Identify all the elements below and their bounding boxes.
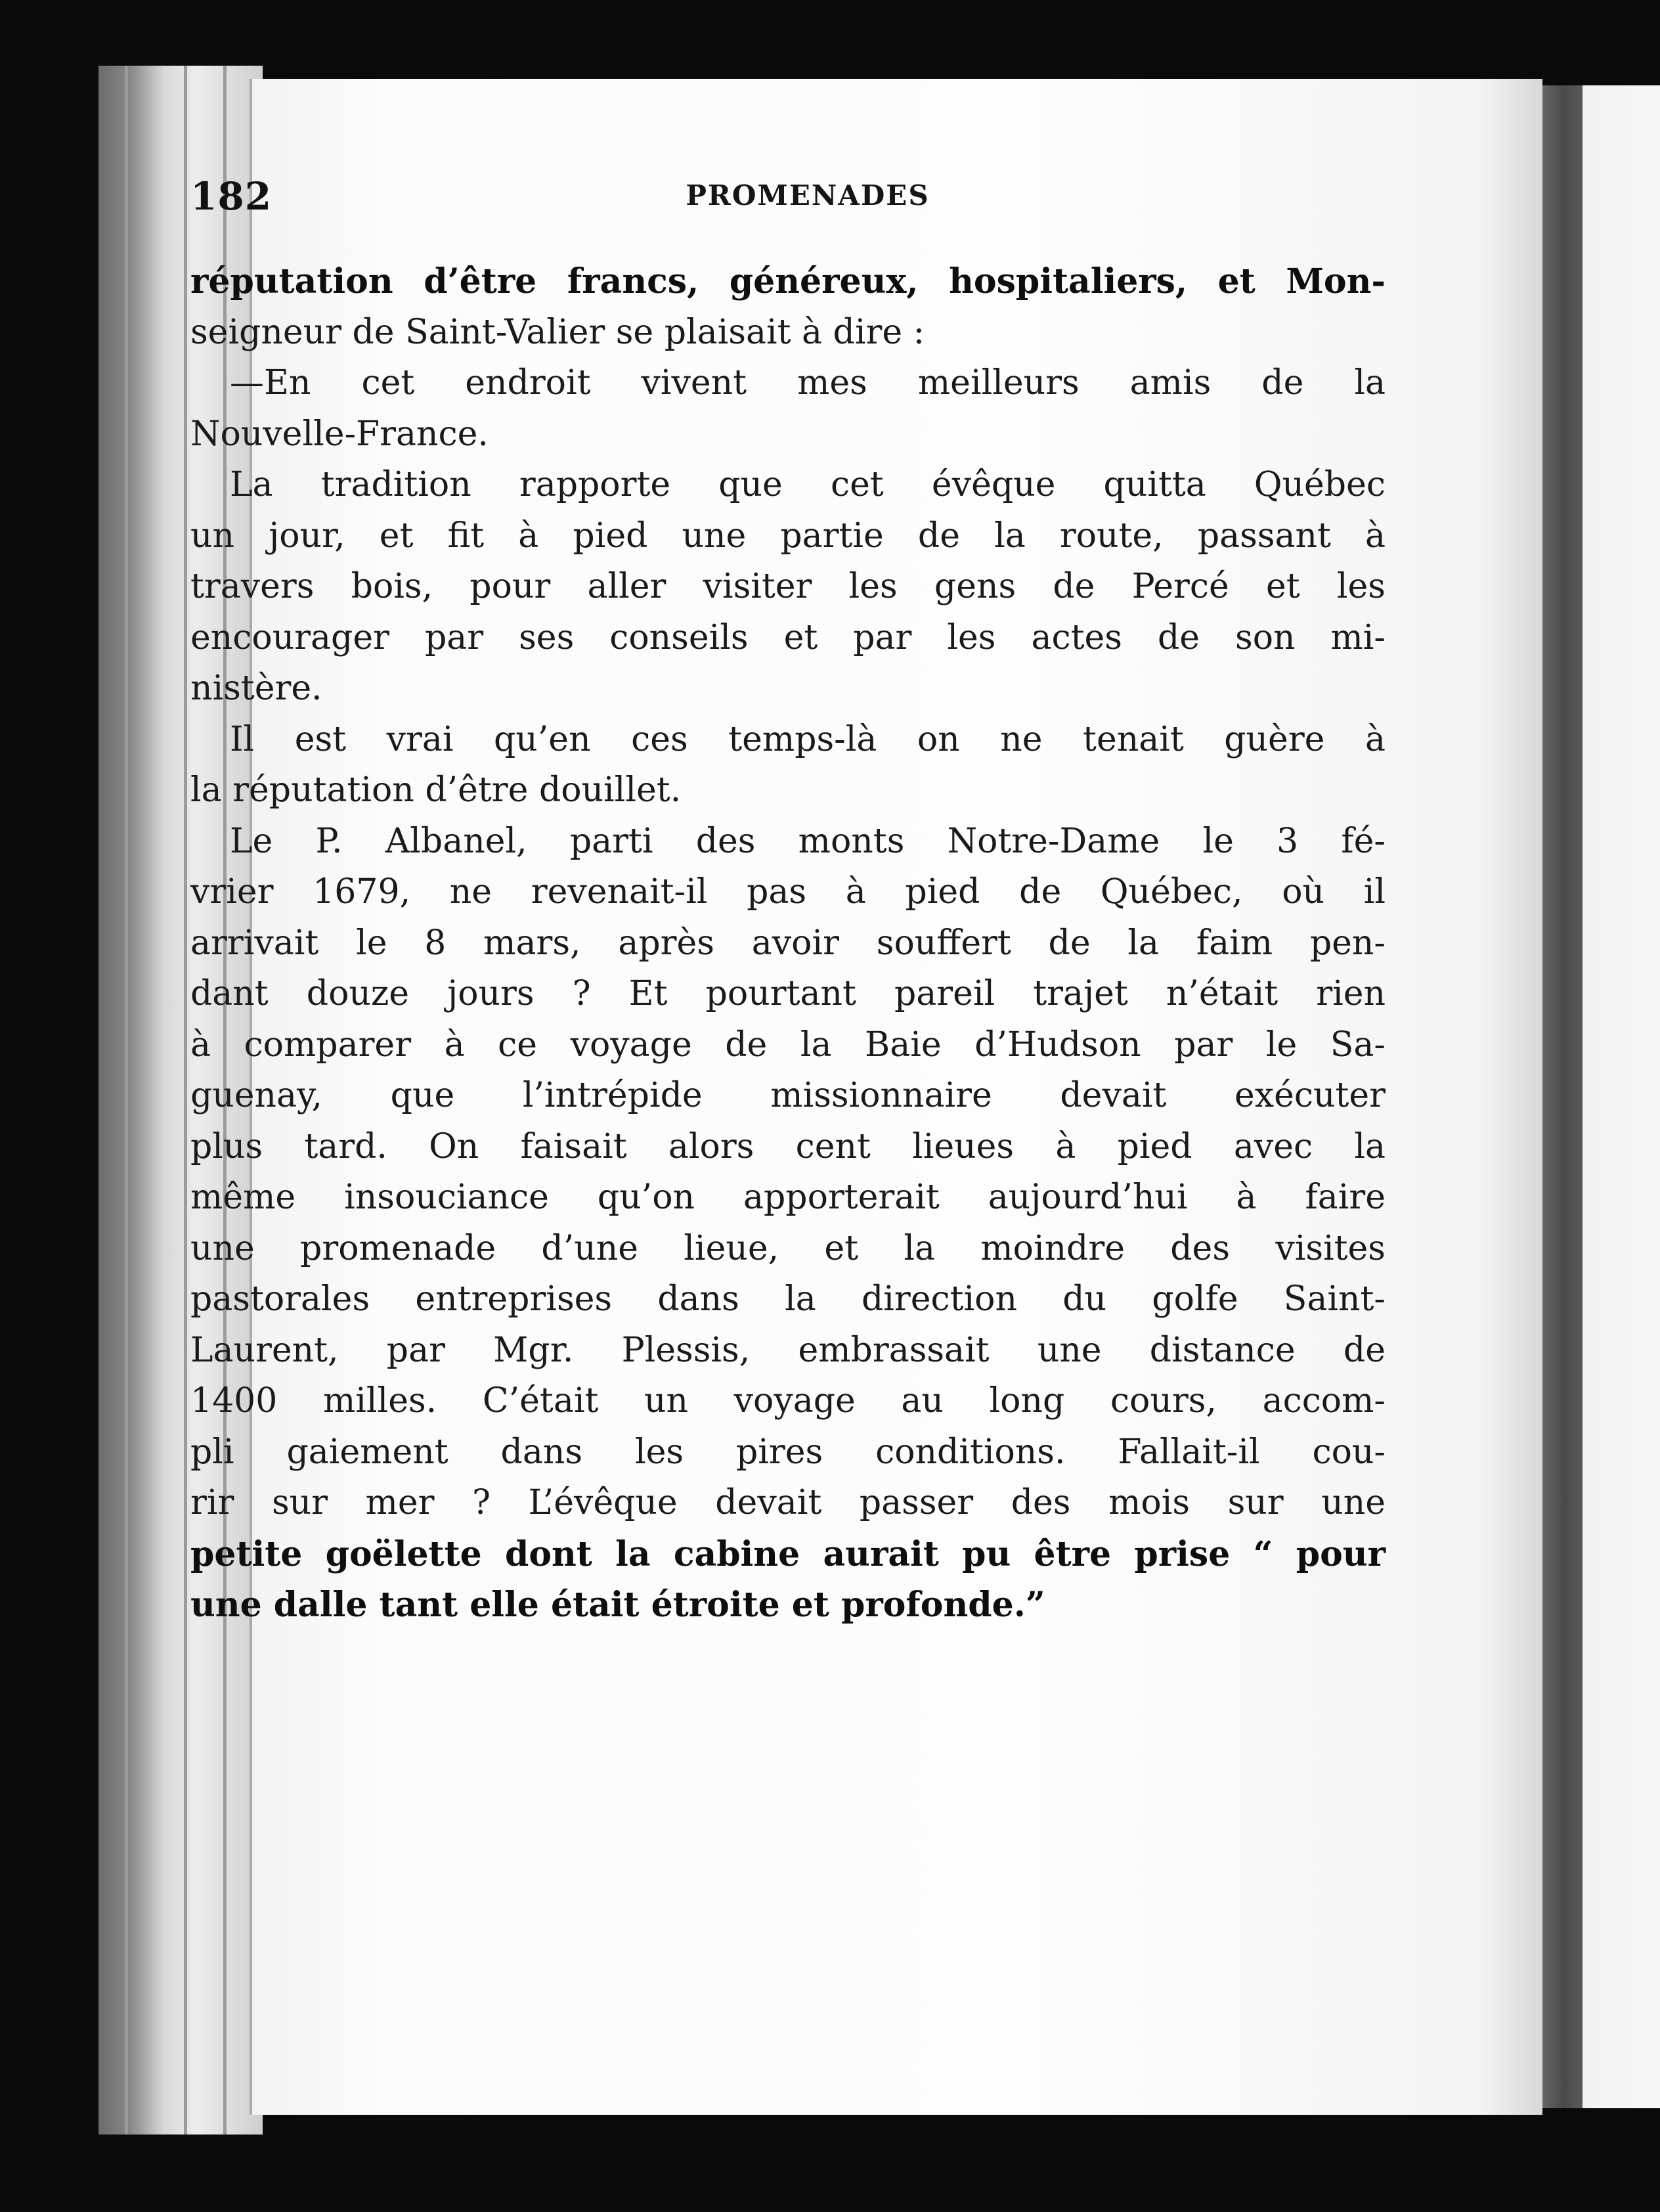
page-edge-line — [125, 66, 128, 2135]
text-line: 1400 milles. C’était un voyage au long cours, accom- — [190, 1381, 1386, 1421]
running-head-title: PROMENADES — [686, 179, 930, 211]
text-line: un jour, et fit à pied une partie de la route, passant à — [190, 516, 1386, 556]
text-line: réputation d’être francs, généreux, hospitaliers, et Mon- — [190, 261, 1386, 301]
body-text — [190, 256, 1386, 1631]
text-line: pastorales entreprises dans la direction du golfe Saint- — [190, 1279, 1386, 1319]
text-line: arrivait le 8 mars, après avoir souffert de la faim pen- — [190, 923, 1386, 963]
text-line: même insouciance qu’on apporterait aujourd’hui à faire — [190, 1178, 1386, 1217]
text-line: rir sur mer ? L’évêque devait passer des mois sur une — [190, 1483, 1386, 1522]
text-line: plus tard. On faisait alors cent lieues à pied avec la — [190, 1126, 1386, 1166]
text-line: la réputation d’être douillet. — [190, 770, 682, 810]
text-line: encourager par ses conseils et par les actes de son mi- — [190, 617, 1386, 657]
text-line: Il est vrai qu’en ces temps-là on ne tenait guère à — [230, 719, 1386, 759]
text-line: travers bois, pour aller visiter les gens de Percé et les — [190, 567, 1386, 606]
text-line: une dalle tant elle était étroite et profonde.” — [190, 1585, 1045, 1625]
text-line: seigneur de Saint-Valier se plaisait à dire : — [190, 312, 925, 352]
text-line: La tradition rapporte que cet évêque quitta Québec — [230, 465, 1386, 504]
text-line: à comparer à ce voyage de la Baie d’Hudson par le Sa- — [190, 1025, 1386, 1065]
text-line: pli gaiement dans les pires conditions. Fallait-il cou- — [190, 1432, 1386, 1472]
page-number: 182 — [190, 174, 273, 219]
text-line: vrier 1679, ne revenait-il pas à pied de Québec, où il — [190, 872, 1386, 912]
text-line: dant douze jours ? Et pourtant pareil trajet n’était rien — [190, 974, 1386, 1013]
text-line: nistère. — [190, 669, 322, 708]
page-gutter-shadow — [1537, 85, 1583, 2108]
text-line: guenay, que l’intrépide missionnaire devait exécuter — [190, 1076, 1386, 1115]
text-line: Nouvelle-France. — [190, 414, 489, 454]
text-line: petite goëlette dont la cabine aurait pu être prise “ pour — [190, 1534, 1386, 1574]
text-line: une promenade d’une lieue, et la moindre des visites — [190, 1228, 1386, 1268]
text-line: —En cet endroit vivent mes meilleurs amis de la — [230, 363, 1386, 403]
page-edge-line — [184, 66, 187, 2135]
text-line: Le P. Albanel, parti des monts Notre-Dame le 3 fé- — [230, 821, 1386, 861]
text-line: Laurent, par Mgr. Plessis, embrassait une distance de — [190, 1330, 1386, 1370]
running-head — [190, 174, 1386, 227]
